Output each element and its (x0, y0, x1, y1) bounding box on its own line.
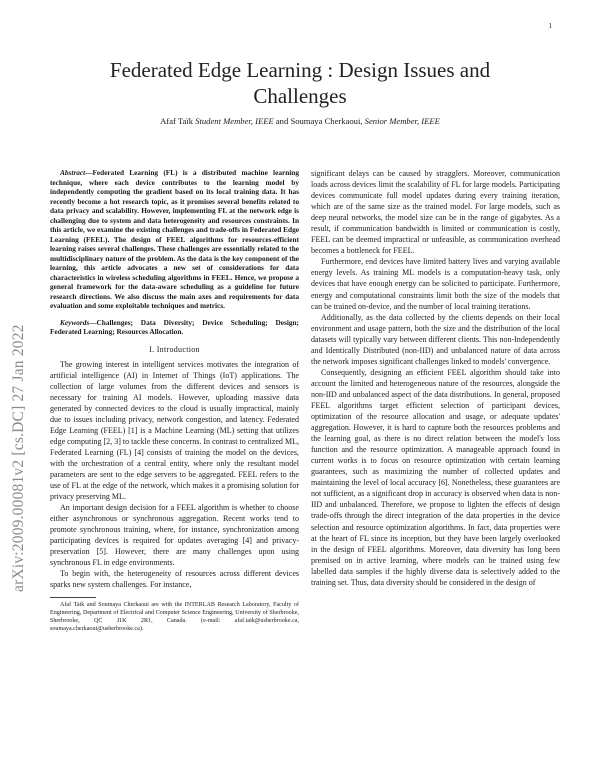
body-paragraph: significant delays can be caused by stragglers. Moreover, communication loads across devices limit the scalability of FL for large models. Participating devices communicate full model updates during every training iteration, which are of the same size as the trained model. For large models, such as deep neural networks, the model size can be in the range of gigabytes. As a result, if communication bandwidth is limited or communication is costly, FEEL can be deemed impractical or unfeasible, as communication overhead becomes a bottleneck for FEEL. (311, 169, 560, 256)
keywords-text: —Challenges; Data Diversity; Device Scheduling; Design; Federated Learning; Resources Allocation. (50, 317, 299, 336)
footnote: Afaf Taïk and Soumaya Cherkaoui are with the INTERLAB Research Laboratory, Faculty of Engineering, Department of Electrical and Computer Science Engineering, University of Sherbrooke, Sherbrooke, QC J1K 2R1, Canada. (e-mail: afaf.taik@usherbrooke.ca, soumaya.cherkaoui@usherbrooke.ca). (50, 601, 299, 632)
body-paragraph: An important design decision for a FEEL algorithm is whether to choose either asynchronous or synchronous aggregation. Recent works tend to promote synchronous training, where, for instance, synchronization among participating devices is required for updates averaging [4] and privacy-preservation [5]. However, there are many challenges upon using synchronous FL in edge environments. (50, 503, 299, 568)
body-paragraph: The growing interest in intelligent services motivates the integration of artificial intelligence (AI) in Internet of Things (IoT) applications. The collection of large volumes from the different devices and sensors is necessary for training AI models. However, uploading massive data generated by connected devices to the cloud is usually impractical, mainly due to issues including privacy, network congestion, and latency. Federated Edge Learning (FEEL) [1] is a Machine Learning (ML) setting that utilizes edge computing [2, 3] to tackle these concerns. In contrast to centralized ML, Federated Learning (FL) [4] consists of training the model on the devices, with the orchestration of a central entity, where only the resultant model parameters are sent to the edge servers to be aggregated. FEEL refers to the use of FL at the edge of the network, which makes it a promising solution for privacy preserving ML. (50, 359, 299, 502)
arxiv-identifier[interactable]: arXiv:2009.00081v2 [cs.DC] 27 Jan 2022 (10, 324, 27, 592)
footnote-rule (50, 597, 96, 598)
keywords (50, 318, 299, 337)
body-paragraph: Additionally, as the data collected by the clients depends on their local environment and usage pattern, both the size and the distribution of the local datasets will typically vary between different clients. This non-Independently and Identically Distributed (non-IID) and unbalanced nature of data across the network imposes significant challenges linked to models' convergence. (311, 312, 560, 366)
abstract-text: —Federated Learning (FL) is a distributed machine learning technique, where each device contributes to the learning model by independently computing the gradient based on its local training data. It has recently become a hot research topic, as it promises several benefits related to data privacy and scalability. However, implementing FL at the network edge is challenging due to system and data heterogeneity and resources constraints. In this article, we examine the existing challenges and trade-offs in Federated Edge Learning (FEEL). The design of FEEL algorithms for resources-efficient learning raises several challenges. These challenges are essentially related to the multidisciplinary nature of the problem. As the data is the key component of the learning, this article advocates a new set of considerations for data characteristics in wireless scheduling algorithms in FEEL. Hence, we propose a general framework for the data-aware scheduling as a guideline for future research directions. We also discuss the main axes and requirements for data evaluation and some exploitable techniques and metrics. (50, 168, 299, 310)
author-conjunction: and (275, 116, 289, 126)
author-name: Soumaya Cherkaoui, (290, 116, 363, 126)
page-number: 1 (548, 22, 552, 30)
body-paragraph: Consequently, designing an efficient FEEL algorithm should take into account the limited and heterogeneous nature of the resources, alongside the non-IID and unbalanced aspect of the data distributions. In general, proposed FEEL algorithms target efficient selection of participant devices, optimization of the resource allocation and usage, or adequate updates' aggregation. However, it is hard to capture both the resources problems and the learning goal, as there is no direct relation between the model's loss function and the resource optimization. A manageable approach found in current works is to focus on resource optimization with certain learning guarantees, such as maximizing the number of collected updates and maintaining the level of local accuracy [6]. Nonetheless, these guarantees are not sufficient, as a significant drop in accuracy is observed when data is non-IID and unbalanced. Therefore, we propose to lighten the effects of design trade-offs through the direct integration of the data properties in the device selection and resource optimization algorithms. In fact, data properties were at the heart of FL since its inception, but they have been largely overlooked in the design of FEEL algorithms. Moreover, data diversity has long been premised on in active learning, where models can be trained using few labelled data samples if the highly diverse data is selectively added to the training set. Thus, data diversity should be considered in the design of (311, 367, 560, 587)
author-name: Afaf Taïk (160, 116, 194, 126)
author-line (60, 116, 540, 127)
right-column (311, 168, 560, 588)
left-column (50, 168, 299, 633)
body-paragraph: Furthermore, end devices have limited battery lives and varying available energy levels. As training ML models is a computation-heavy task, only devices that have enough energy can be solicited to participate. Furthermore, energy and computational constraints limit both the size of the models that can be trained on-device, and the number of local training iterations. (311, 257, 560, 311)
abstract-label: Abstract (60, 168, 86, 177)
paper-title: Federated Edge Learning : Design Issues and Challenges (109, 58, 491, 108)
section-heading: I. Introduction (149, 344, 200, 354)
body-paragraph: To begin with, the heterogeneity of resources across different devices sparks new system challenges. For instance, (50, 569, 299, 590)
author-membership: Senior Member, IEEE (364, 116, 440, 126)
author-membership: Student Member, IEEE (195, 116, 274, 126)
keywords-label: Keywords (60, 317, 90, 327)
abstract (50, 168, 299, 311)
